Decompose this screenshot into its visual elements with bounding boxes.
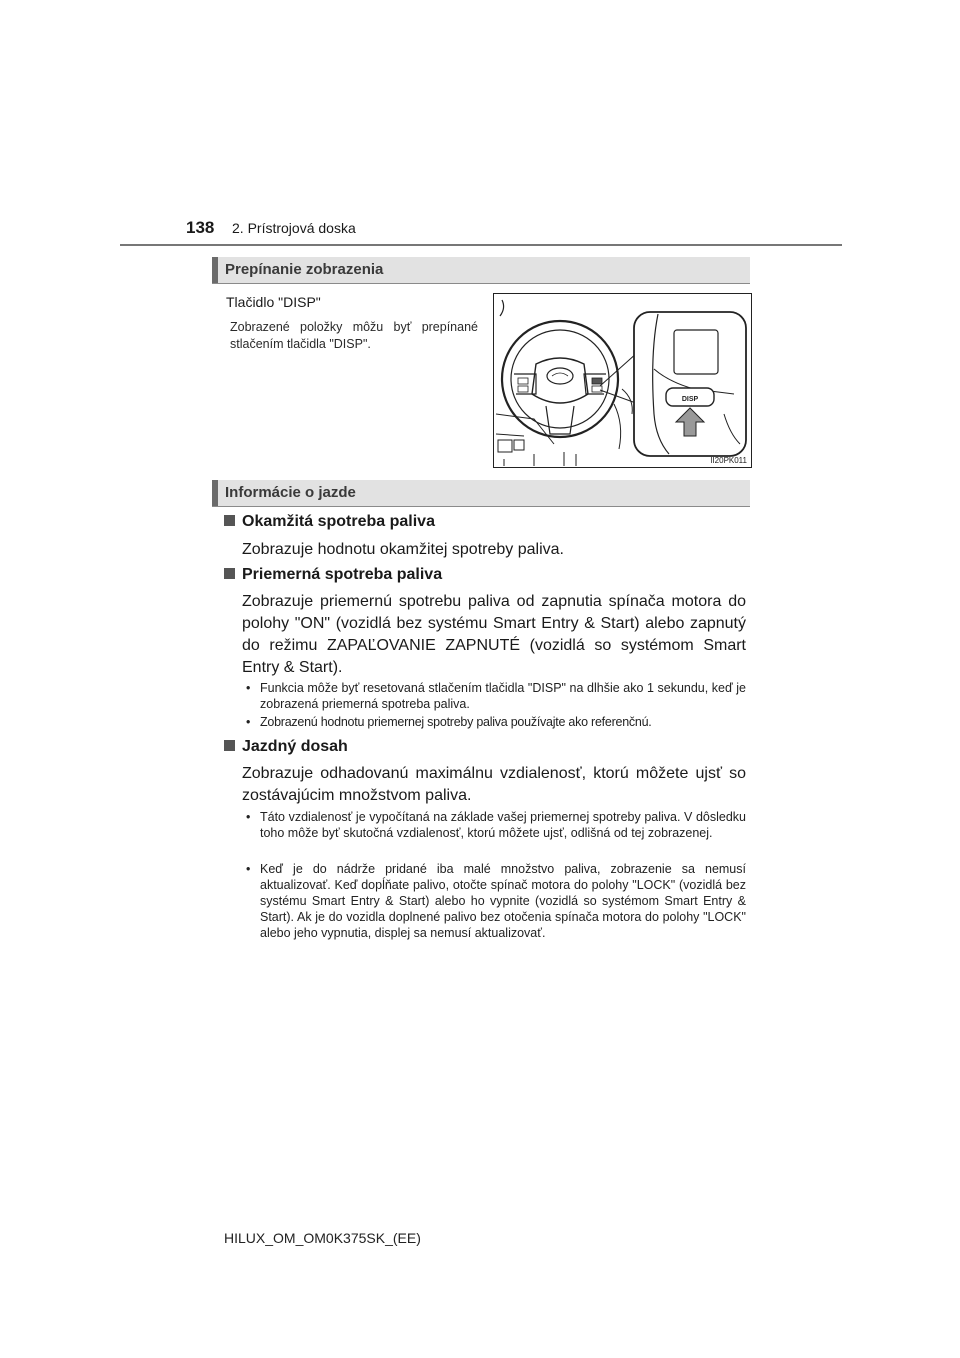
square-bullet-icon bbox=[224, 740, 235, 751]
bullet-icon: • bbox=[246, 681, 251, 695]
section-header-display-switching bbox=[212, 257, 750, 284]
bullet-icon: • bbox=[246, 715, 251, 729]
square-bullet-icon bbox=[224, 568, 235, 579]
note-item bbox=[246, 680, 746, 712]
section-title: Informácie o jazde bbox=[225, 484, 356, 501]
item-heading-text: Jazdný dosah bbox=[242, 738, 348, 755]
square-bullet-icon bbox=[224, 515, 235, 526]
note-text: Táto vzdialenosť je vypočítaná na základe vašej priemernej spotreby paliva. V dôsledku toho môže byť skutočná vzdialenosť, ktorú môžete ujsť, odlišná od tej zobrazenej. bbox=[260, 810, 746, 840]
section-header-accent bbox=[212, 480, 218, 506]
header-divider bbox=[120, 244, 842, 246]
chapter-title: 2. Prístrojová doska bbox=[232, 220, 356, 236]
note-text: Zobrazenú hodnotu priemernej spotreby paliva používajte ako referenčnú. bbox=[260, 715, 652, 729]
figure-code: II20PK011 bbox=[710, 456, 747, 465]
item-text-average-fuel: Zobrazuje priemernú spotrebu paliva od zapnutia spínača motora do polohy "ON" (vozidlá bez systému Smart Entry & Start) alebo zapnutý do režimu ZAPAĽOVANIE ZAPNUTÉ (vozidlá so systémom Smart Entry & Start). bbox=[242, 593, 746, 676]
note-item bbox=[246, 809, 746, 841]
steering-wheel-illustration bbox=[494, 294, 751, 467]
item-heading-text: Okamžitá spotreba paliva bbox=[242, 513, 435, 530]
bullet-icon: • bbox=[246, 810, 251, 824]
note-text: Funkcia môže byť resetovaná stlačením tlačidla "DISP" na dlhšie ako 1 sekundu, keď je zobrazená priemerná spotreba paliva. bbox=[260, 681, 746, 711]
item-text-instant-fuel: Zobrazuje hodnotu okamžitej spotreby paliva. bbox=[242, 541, 564, 558]
bullet-icon: • bbox=[246, 862, 251, 876]
note-text: Keď je do nádrže pridané iba malé množstvo paliva, zobrazenie sa nemusí aktualizovať. Keď dopĺňate palivo, otočte spínač motora do polohy "LOCK" (vozidlá bez systému Smart Entry & Start) alebo ho vypnite (vozidlá so systémom Smart Entry & Start). Ak je do vozidla doplnené palivo bez otočenia spínača motora do polohy "LOCK" alebo jeho vypnutia, displej sa nemusí aktualizovať. bbox=[260, 862, 746, 940]
section-title: Prepínanie zobrazenia bbox=[225, 261, 384, 278]
steering-wheel-disp-illustration bbox=[493, 293, 752, 468]
note-item bbox=[246, 861, 746, 941]
item-heading-instant-fuel bbox=[224, 513, 435, 531]
disp-button-description: Zobrazené položky môžu byť prepínané stlačením tlačidla "DISP". bbox=[230, 320, 478, 351]
item-heading-driving-range bbox=[224, 738, 348, 756]
disp-button-intro: Tlačidlo "DISP" bbox=[226, 294, 321, 310]
section-header-trip-info bbox=[212, 480, 750, 507]
disp-button-label: DISP bbox=[681, 396, 699, 403]
document-code: HILUX_OM_OM0K375SK_(EE) bbox=[224, 1230, 421, 1246]
page-number: 138 bbox=[186, 218, 215, 237]
item-heading-average-fuel bbox=[224, 566, 442, 584]
item-heading-text: Priemerná spotreba paliva bbox=[242, 566, 443, 583]
note-item bbox=[246, 714, 746, 730]
section-header-accent bbox=[212, 257, 218, 283]
item-text-driving-range: Zobrazuje odhadovanú maximálnu vzdialenosť, ktorú môžete ujsť so zostávajúcim množstvom paliva. bbox=[242, 765, 746, 804]
